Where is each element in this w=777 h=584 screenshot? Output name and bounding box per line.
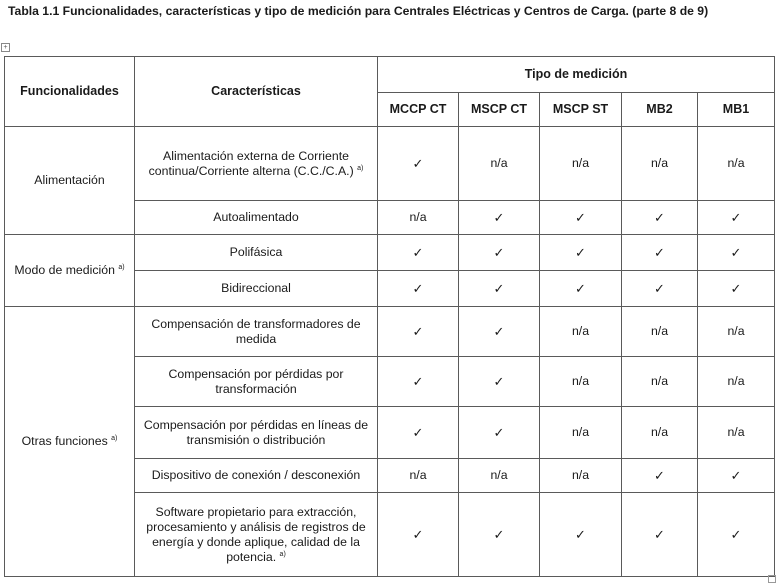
header-measurement-type: Tipo de medición [378, 57, 775, 93]
characteristic-cell [135, 201, 378, 235]
characteristic-label: Compensación por pérdidas en líneas de transmisión o distribución [143, 417, 369, 447]
functionality-cell [5, 235, 135, 307]
value-text: n/a [571, 425, 590, 439]
value-text: n/a [650, 156, 669, 170]
value-text: n/a [571, 468, 590, 482]
header-characteristics: Características [135, 57, 378, 127]
check-icon: ✓ [730, 244, 742, 260]
functionality-cell [5, 307, 135, 577]
check-icon-cell [622, 201, 698, 235]
check-icon-cell [698, 271, 775, 307]
value-cell [378, 459, 459, 493]
value-text: n/a [490, 468, 508, 482]
value-cell [540, 357, 622, 407]
check-icon-cell [459, 201, 540, 235]
value-text: n/a [727, 156, 745, 170]
check-icon-cell [378, 271, 459, 307]
check-icon: ✓ [730, 526, 742, 542]
functionality-label: Modo de medición [14, 263, 115, 277]
check-icon-cell [698, 459, 775, 493]
check-icon: ✓ [575, 526, 586, 542]
characteristic-cell [135, 357, 378, 407]
characteristic-label: Polifásica [229, 245, 283, 259]
footnote-mark: a) [357, 164, 364, 172]
check-icon: ✓ [493, 373, 505, 389]
check-icon: ✓ [412, 244, 424, 260]
check-icon: ✓ [412, 155, 424, 171]
value-cell [622, 307, 698, 357]
value-cell [459, 127, 540, 201]
characteristic-cell [135, 127, 378, 201]
check-icon: ✓ [654, 280, 665, 296]
table-body [5, 127, 775, 577]
functionality-label: Alimentación [34, 173, 105, 187]
value-cell [698, 407, 775, 459]
value-cell [540, 127, 622, 201]
check-icon: ✓ [654, 467, 665, 483]
check-icon: ✓ [654, 526, 665, 542]
value-cell [622, 127, 698, 201]
check-icon-cell [459, 357, 540, 407]
check-icon-cell [459, 407, 540, 459]
column-header: MCCP CT [378, 93, 459, 127]
value-text: n/a [409, 468, 427, 482]
check-icon-cell [698, 235, 775, 271]
value-cell [540, 307, 622, 357]
characteristic-cell [135, 407, 378, 459]
check-icon-cell [459, 307, 540, 357]
check-icon: ✓ [493, 209, 505, 225]
table-row [5, 235, 775, 271]
table-move-handle[interactable]: + [1, 43, 10, 52]
check-icon: ✓ [412, 526, 424, 542]
check-icon-cell [378, 307, 459, 357]
check-icon-cell [622, 235, 698, 271]
functionality-cell [5, 127, 135, 235]
check-icon: ✓ [412, 424, 424, 440]
value-text: n/a [650, 425, 669, 439]
value-cell [378, 201, 459, 235]
value-cell [698, 127, 775, 201]
check-icon: ✓ [575, 209, 586, 225]
value-text: n/a [571, 374, 590, 388]
functionalities-table [4, 56, 775, 577]
check-icon-cell [378, 235, 459, 271]
check-icon: ✓ [412, 280, 424, 296]
check-icon-cell [622, 271, 698, 307]
check-icon-cell [378, 407, 459, 459]
characteristic-cell [135, 271, 378, 307]
check-icon-cell [540, 271, 622, 307]
check-icon-cell [540, 235, 622, 271]
characteristic-cell [135, 235, 378, 271]
check-icon: ✓ [730, 280, 742, 296]
value-cell [622, 407, 698, 459]
check-icon: ✓ [730, 467, 742, 483]
functionality-label: Otras funciones [21, 434, 108, 448]
characteristic-label: Dispositivo de conexión / desconexión [151, 468, 361, 482]
value-text: n/a [409, 210, 427, 224]
characteristic-label: Alimentación externa de Corriente continua/Corriente alterna (C.C./C.A.) [148, 148, 354, 178]
value-cell [698, 307, 775, 357]
characteristic-label: Compensación de transformadores de medida [151, 316, 361, 346]
check-icon: ✓ [412, 373, 424, 389]
check-icon-cell [459, 235, 540, 271]
check-icon-cell [622, 459, 698, 493]
table-resize-handle[interactable] [768, 575, 776, 583]
characteristic-label: Bidireccional [221, 281, 291, 295]
value-text: n/a [727, 425, 745, 439]
check-icon: ✓ [654, 244, 665, 260]
check-icon-cell [540, 201, 622, 235]
characteristic-cell [135, 307, 378, 357]
check-icon: ✓ [493, 244, 505, 260]
check-icon: ✓ [493, 280, 505, 296]
value-text: n/a [650, 374, 669, 388]
check-icon: ✓ [493, 424, 505, 440]
value-cell [622, 357, 698, 407]
check-icon-cell [698, 201, 775, 235]
check-icon-cell [378, 127, 459, 201]
column-header: MB2 [622, 93, 698, 127]
check-icon: ✓ [493, 526, 505, 542]
check-icon: ✓ [412, 323, 424, 339]
header-functionalities: Funcionalidades [5, 57, 135, 127]
footnote-mark: a) [111, 434, 118, 442]
value-cell [698, 357, 775, 407]
column-header: MB1 [698, 93, 775, 127]
check-icon: ✓ [654, 209, 665, 225]
footnote-mark: a) [118, 263, 125, 271]
table-row [5, 127, 775, 201]
column-header: MSCP CT [459, 93, 540, 127]
characteristic-label: Compensación por pérdidas por transformación [168, 366, 344, 396]
characteristic-label: Autoalimentado [213, 210, 299, 224]
check-icon-cell [698, 493, 775, 577]
value-text: n/a [727, 324, 745, 338]
value-text: n/a [727, 374, 745, 388]
check-icon: ✓ [730, 209, 742, 225]
check-icon: ✓ [493, 323, 505, 339]
check-icon-cell [459, 271, 540, 307]
value-cell [540, 459, 622, 493]
check-icon-cell [378, 493, 459, 577]
check-icon: ✓ [575, 280, 586, 296]
value-text: n/a [650, 324, 669, 338]
value-cell [540, 407, 622, 459]
check-icon-cell [540, 493, 622, 577]
value-cell [459, 459, 540, 493]
table-caption: Tabla 1.1 Funcionalidades, características y tipo de medición para Centrales Eléctricas y Centros de Carga. (parte 8 de 9) [8, 4, 709, 18]
characteristic-cell [135, 493, 378, 577]
characteristic-cell [135, 459, 378, 493]
table-row [5, 307, 775, 357]
check-icon-cell [378, 357, 459, 407]
column-header: MSCP ST [540, 93, 622, 127]
value-text: n/a [490, 156, 508, 170]
check-icon: ✓ [575, 244, 586, 260]
check-icon-cell [459, 493, 540, 577]
footnote-mark: a) [279, 550, 286, 558]
check-icon-cell [622, 493, 698, 577]
value-text: n/a [571, 324, 590, 338]
characteristic-label: Software propietario para extracción, procesamiento y análisis de registros de energía y donde aplique, calidad de la potencia. [146, 504, 366, 564]
value-text: n/a [571, 156, 590, 170]
